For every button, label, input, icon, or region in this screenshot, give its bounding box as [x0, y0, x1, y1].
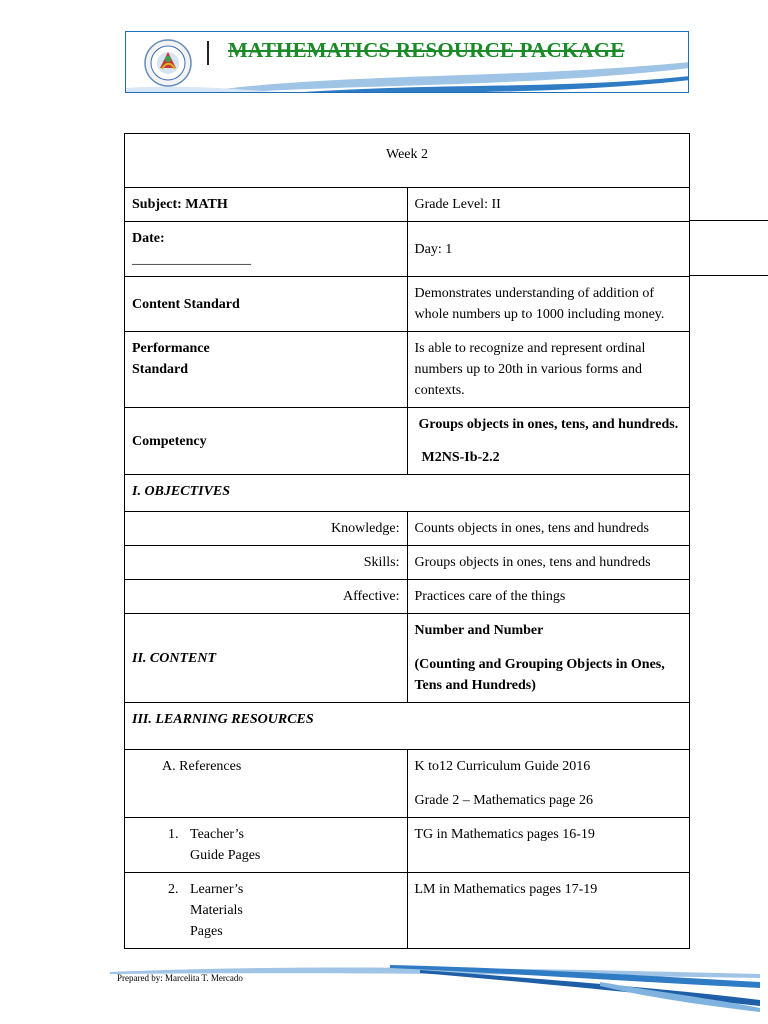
competency-label-cell	[125, 408, 408, 475]
references-value-2: Grade 2 – Mathematics page 26	[414, 793, 593, 808]
date-cell	[125, 222, 408, 277]
knowledge-value-cell	[407, 512, 690, 546]
references-label: A. References	[162, 759, 242, 774]
teachers-guide-value-cell	[407, 818, 690, 873]
table-row	[125, 277, 690, 332]
footer-swoosh-decoration	[0, 962, 768, 1024]
table-row	[125, 188, 690, 222]
resources-heading-cell	[125, 703, 690, 750]
affective-label-cell	[125, 580, 408, 614]
table-extension-line	[689, 220, 768, 221]
skills-value-cell	[407, 546, 690, 580]
objectives-heading: I. OBJECTIVES	[132, 484, 231, 499]
teachers-guide-label: Teacher’s Guide Pages	[190, 827, 261, 863]
competency-value-cell	[407, 408, 690, 475]
subject-cell	[125, 188, 408, 222]
skills-label-cell	[125, 546, 408, 580]
content-heading: II. CONTENT	[132, 650, 217, 666]
learners-materials-value: LM in Mathematics pages 17-19	[414, 882, 598, 897]
table-row	[125, 475, 690, 512]
grade-level-cell	[407, 188, 690, 222]
content-subtitle: (Counting and Grouping Objects in Ones, Tens and Hundreds)	[414, 657, 665, 693]
content-standard-value-cell	[407, 277, 690, 332]
content-standard-label-cell	[125, 277, 408, 332]
page-title: MATHEMATICS RESOURCE PACKAGE	[228, 38, 625, 62]
content-standard-value: Demonstrates understanding of addition of whole numbers up to 1000 including money.	[414, 286, 665, 322]
content-standard-label: Content Standard	[132, 296, 240, 312]
knowledge-label: Knowledge:	[331, 521, 400, 536]
affective-label: Affective:	[343, 589, 400, 604]
teachers-guide-number: 1.	[168, 827, 179, 842]
table-row	[125, 134, 690, 188]
table-row	[125, 580, 690, 614]
week-label: Week 2	[385, 147, 429, 162]
competency-label: Competency	[132, 433, 207, 449]
table-row	[125, 873, 690, 949]
teachers-guide-value: TG in Mathematics pages 16-19	[414, 827, 595, 842]
resources-heading: III. LEARNING RESOURCES	[132, 712, 314, 727]
competency-code: M2NS-Ib-2.2	[421, 450, 500, 465]
performance-standard-label-line2: Standard	[132, 362, 189, 377]
references-label-cell	[125, 750, 408, 818]
performance-standard-value-cell	[407, 332, 690, 408]
knowledge-label-cell	[125, 512, 408, 546]
table-row	[125, 546, 690, 580]
content-value-cell	[407, 614, 690, 703]
table-row	[125, 818, 690, 873]
grade-level-label: Grade Level: II	[414, 197, 501, 212]
content-heading-cell	[125, 614, 408, 703]
table-row	[125, 703, 690, 750]
deped-seal-icon	[143, 38, 193, 88]
table-row	[125, 750, 690, 818]
header-divider	[207, 41, 209, 65]
content-title: Number and Number	[414, 623, 544, 638]
performance-standard-value: Is able to recognize and represent ordinal numbers up to 20th in various forms and contexts.	[414, 341, 646, 398]
table-row	[125, 332, 690, 408]
teachers-guide-label-cell	[125, 818, 408, 873]
learners-materials-label-cell	[125, 873, 408, 949]
prepared-by-text: Prepared by: Marcelita T. Mercado	[117, 973, 243, 983]
learners-materials-number: 2.	[168, 882, 179, 897]
performance-standard-label-line1: Performance	[132, 341, 210, 356]
learners-materials-value-cell	[407, 873, 690, 949]
date-label: Date:	[132, 231, 165, 246]
week-cell	[125, 134, 690, 188]
objectives-heading-cell	[125, 475, 690, 512]
day-label: Day: 1	[414, 241, 453, 257]
knowledge-value: Counts objects in ones, tens and hundreds	[414, 521, 649, 536]
day-cell	[407, 222, 690, 277]
references-value-1: K to12 Curriculum Guide 2016	[414, 759, 591, 774]
references-value-cell	[407, 750, 690, 818]
date-blank: _________________	[132, 252, 251, 267]
subject-label: Subject: MATH	[132, 197, 228, 212]
table-row	[125, 222, 690, 277]
competency-value: Groups objects in ones, tens, and hundreds.	[418, 417, 679, 432]
performance-standard-label-cell	[125, 332, 408, 408]
learners-materials-label: Learner’s Materials Pages	[190, 882, 244, 939]
table-extension-line	[689, 275, 768, 276]
affective-value: Practices care of the things	[414, 589, 566, 604]
skills-label: Skills:	[363, 555, 400, 570]
affective-value-cell	[407, 580, 690, 614]
table-row	[125, 512, 690, 546]
table-row	[125, 408, 690, 475]
skills-value: Groups objects in ones, tens and hundreds	[414, 555, 651, 570]
lesson-plan-table	[124, 133, 690, 949]
table-row	[125, 614, 690, 703]
